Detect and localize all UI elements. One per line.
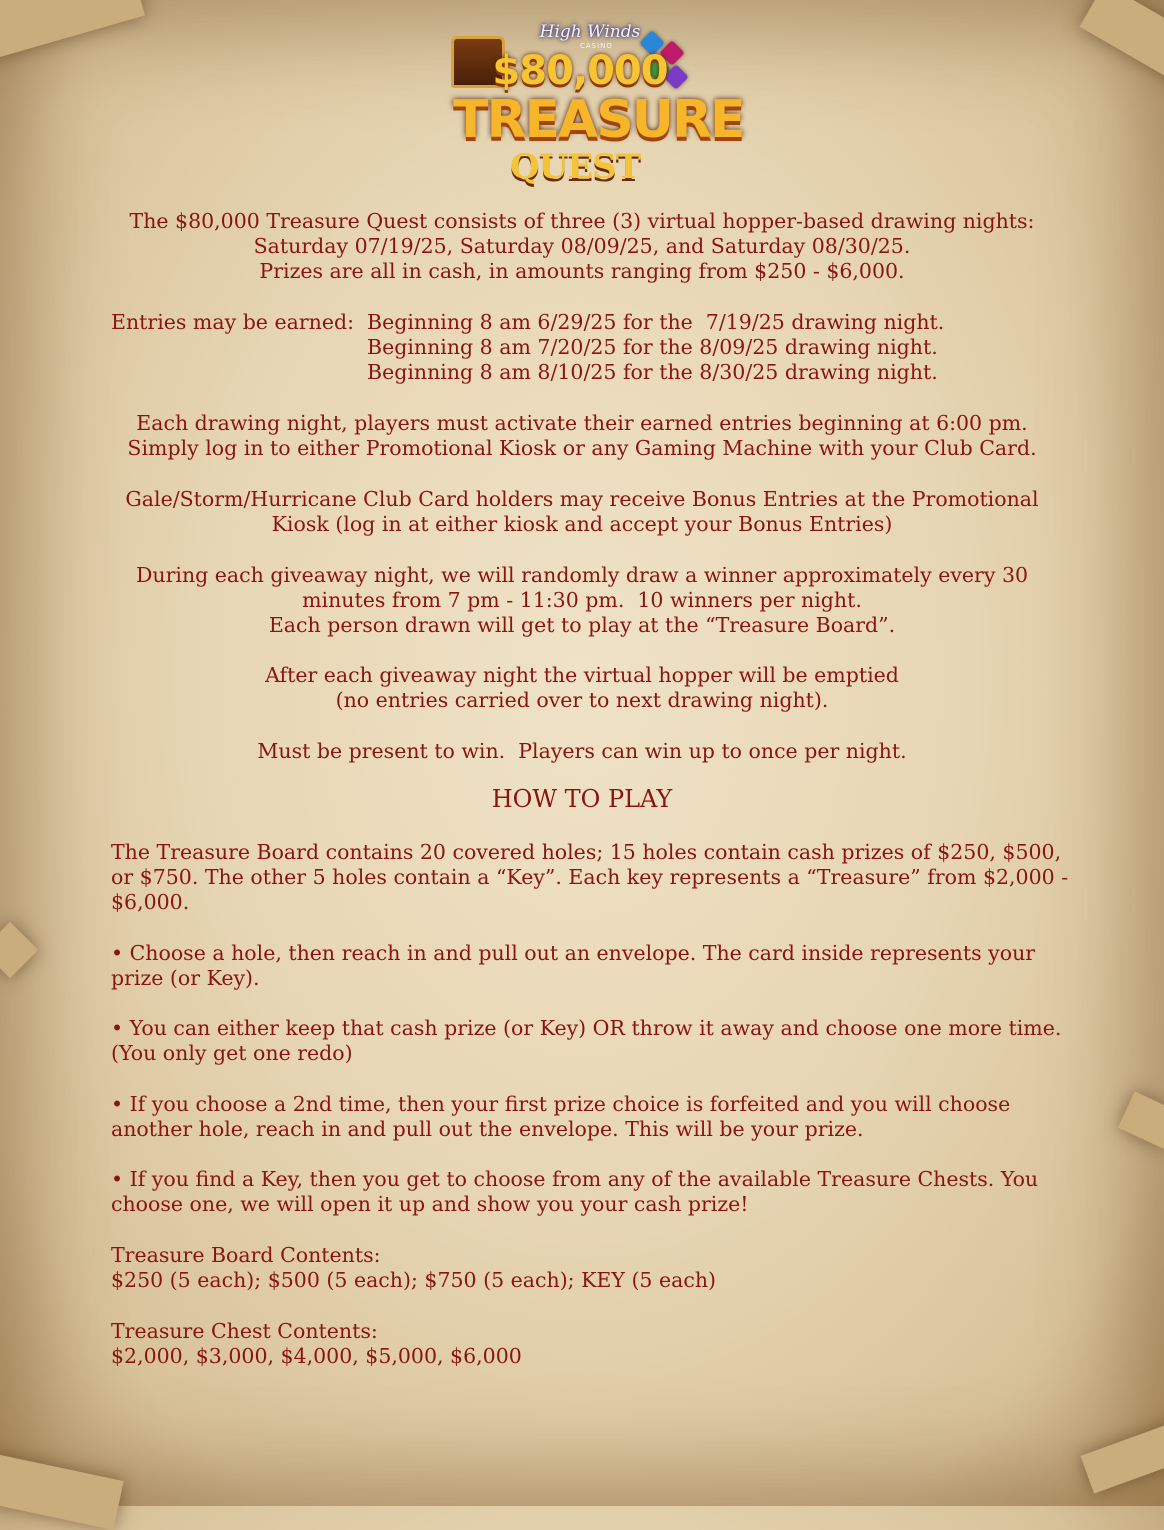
intro-line: Saturday 07/19/25, Saturday 08/09/25, and Saturday 08/30/25. — [253, 234, 911, 258]
hopper-line: (no entries carried over to next drawing night). — [335, 688, 829, 712]
step-item: • Choose a hole, then reach in and pull out an envelope. The card inside represents your prize (or Key). — [111, 941, 1036, 990]
intro-line: Prizes are all in cash, in amounts ranging from $250 - $6,000. — [259, 259, 905, 283]
intro-line: The $80,000 Treasure Quest consists of three (3) virtual hopper-based drawing nights: — [129, 209, 1035, 233]
drawing-line: Each person drawn will get to play at the “Treasure Board”. — [268, 613, 896, 637]
step-item: • If you find a Key, then you get to choose from any of the available Treasure Chests. You choose one, we will open it up and show you your cash prize! — [111, 1167, 1039, 1216]
treasure-quest-logo — [445, 20, 744, 190]
entries-line: Beginning 8 am 8/10/25 for the 8/30/25 drawing night. — [367, 360, 938, 384]
entries-line: Beginning 8 am 6/29/25 for the 7/19/25 drawing night. — [367, 310, 945, 334]
board-contents: $250 (5 each); $500 (5 each); $750 (5 each); KEY (5 each) — [111, 1268, 717, 1292]
activate-line: Simply log in to either Promotional Kiosk or any Gaming Machine with your Club Card. — [127, 436, 1037, 460]
entries-label: Entries may be earned: — [111, 310, 354, 334]
chest-contents: $2,000, $3,000, $4,000, $5,000, $6,000 — [111, 1344, 522, 1368]
logo-word-quest: QUEST — [509, 147, 641, 187]
board-description: The Treasure Board contains 20 covered holes; 15 holes contain cash prizes of $250, $500, or $750. The other 5 holes contain a “Key”. Each key represents a “Treasure” from $2,000 - $6,000. — [111, 840, 1069, 914]
drawing-line: minutes from 7 pm - 11:30 pm. 10 winners per night. — [302, 588, 862, 612]
how-to-play-heading: HOW TO PLAY — [491, 785, 673, 813]
brand-name: High Winds — [539, 22, 641, 42]
brand-sub: CASINO — [580, 42, 613, 50]
logo-word-treasure: TREASURE — [453, 90, 744, 150]
torn-corner-bottom-right — [1080, 1418, 1164, 1493]
torn-edge-right — [1118, 1091, 1164, 1148]
drawing-line: During each giveaway night, we will randomly draw a winner approximately every 30 — [135, 563, 1029, 587]
logo-amount: $80,000 — [492, 48, 668, 94]
activate-line: Each drawing night, players must activate their earned entries beginning at 6:00 pm. — [136, 411, 1028, 435]
entries-line: Beginning 8 am 7/20/25 for the 8/09/25 drawing night. — [367, 335, 938, 359]
torn-corner-bottom-left — [0, 1452, 124, 1530]
bonus-line: Gale/Storm/Hurricane Club Card holders may receive Bonus Entries at the Promotional — [125, 487, 1039, 511]
step-item: • If you choose a 2nd time, then your first prize choice is forfeited and you will choose another hole, reach in and pull out the envelope. This will be your prize. — [111, 1092, 1011, 1141]
step-item: • You can either keep that cash prize (or Key) OR throw it away and choose one more time. (You only get one redo) — [111, 1016, 1062, 1065]
torn-corner-top-left — [0, 0, 145, 62]
hopper-line: After each giveaway night the virtual hopper will be emptied — [265, 663, 899, 687]
chest-contents-label: Treasure Chest Contents: — [111, 1319, 378, 1343]
torn-corner-top-right — [1080, 0, 1164, 87]
present-line: Must be present to win. Players can win up to once per night. — [257, 739, 907, 763]
bonus-line: Kiosk (log in at either kiosk and accept your Bonus Entries) — [271, 512, 893, 536]
torn-edge-left — [0, 922, 38, 979]
board-contents-label: Treasure Board Contents: — [111, 1243, 381, 1267]
